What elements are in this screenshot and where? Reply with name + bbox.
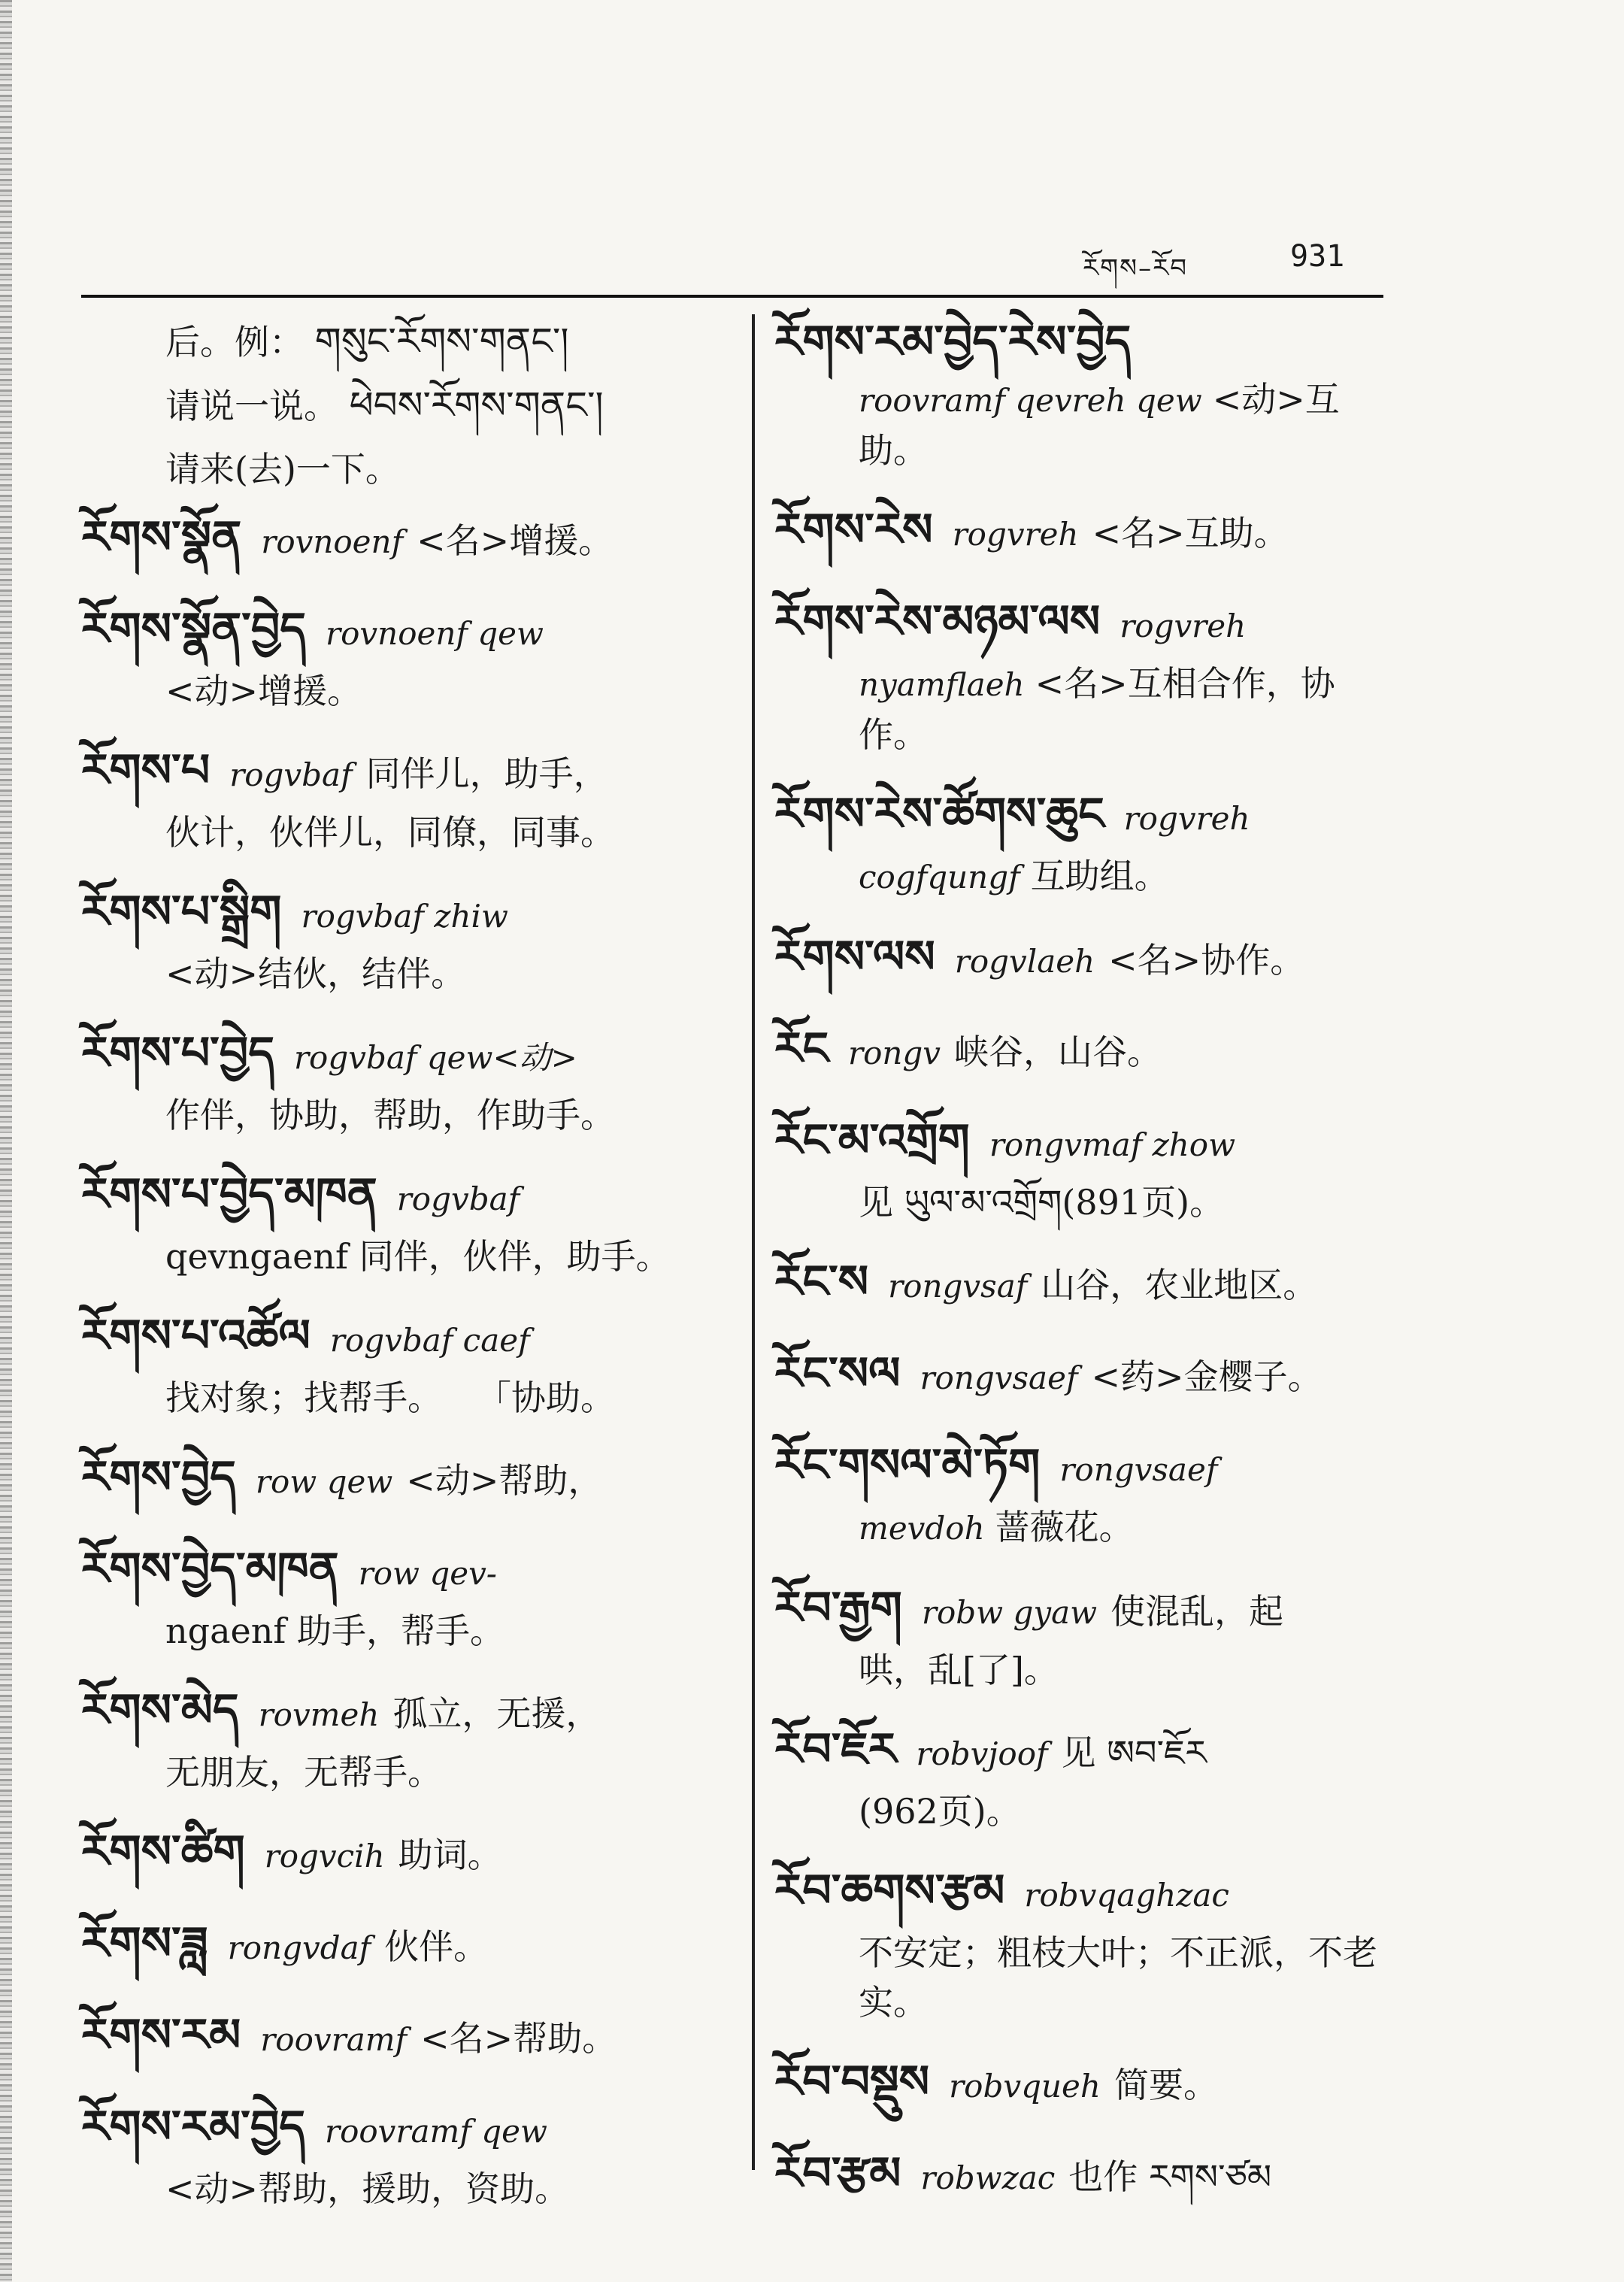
gloss-continuation: <动>增援。 xyxy=(165,671,362,711)
gloss: 使混乱，起 xyxy=(1110,1591,1284,1632)
gloss: 也作 རགས་ཙམ xyxy=(1068,2156,1272,2197)
dictionary-entry xyxy=(81,597,729,716)
gloss: <动>帮助， xyxy=(406,1460,603,1501)
dictionary-entry xyxy=(81,505,729,574)
romanization: rogvcih xyxy=(264,1838,385,1874)
gloss-continuation: 见 ཡུལ་མ་འགྲོག(891页)。 xyxy=(859,1182,1225,1223)
gloss-continuation: 不安定；粗枝大叶；不正派，不老实。 xyxy=(859,1932,1377,2023)
gloss: 孤立，无援， xyxy=(392,1693,601,1734)
dictionary-entry xyxy=(81,1162,729,1281)
gloss: <名>互助。 xyxy=(1092,513,1289,553)
headword: རོགས་པ་བྱེད xyxy=(81,1027,274,1080)
romanization: rogvbaf xyxy=(396,1180,520,1217)
gloss: 峡谷，山谷。 xyxy=(954,1032,1162,1072)
dictionary-entry xyxy=(81,880,729,999)
headword: རོབ་ཆགས་རྩམ xyxy=(774,1865,1005,1917)
header-rule xyxy=(81,295,1383,298)
romanization: rogvreh xyxy=(1123,800,1250,837)
gloss-continuation: <动>帮助，援助，资助。 xyxy=(165,2168,570,2209)
headword: རོབ་རྒྱག xyxy=(774,1582,902,1635)
headword: རོགས་པ་སྒྲིག xyxy=(81,886,282,938)
romanization: rogvbaf qew<动> xyxy=(293,1039,577,1076)
romanization: roovramf qevreh qew xyxy=(859,382,1202,419)
dictionary-entry xyxy=(774,1859,1398,2027)
headword: རོགས་སྣོན་བྱེད xyxy=(81,603,307,656)
headword: རོགས་པ་འཚོལ xyxy=(81,1310,311,1362)
romanization: robvqueh xyxy=(949,2068,1101,2105)
dictionary-entry xyxy=(81,2095,729,2214)
headword: རོགས་ཚིག xyxy=(81,1826,245,1878)
romanization: roovramf xyxy=(260,2021,408,2058)
gloss-continuation: ngaenf 助手，帮手。 xyxy=(165,1611,504,1651)
gloss: <名>增援。 xyxy=(417,520,614,561)
headword: རོབ་རྩམ xyxy=(774,2147,901,2200)
dictionary-entry xyxy=(81,1445,729,1514)
romanization: rovmeh xyxy=(258,1696,380,1733)
romanization: robvjoof xyxy=(916,1735,1048,1772)
romanization: rogvreh xyxy=(952,516,1079,553)
headword: རོགས་མེད xyxy=(81,1684,239,1737)
dictionary-entry xyxy=(774,1017,1398,1086)
example-tib: གསུང་རོགས་གནང་། xyxy=(314,320,569,363)
headword: རོགས་རེས་ཚོགས་ཆུང xyxy=(774,788,1104,841)
example-line xyxy=(81,438,729,501)
headword: རོབ་བསྡུས xyxy=(774,2056,930,2108)
gloss: 同伴儿，助手， xyxy=(365,753,608,794)
dictionary-entry xyxy=(774,2050,1398,2119)
romanization: roovramf qew xyxy=(325,2113,547,2150)
headword: རོབ་ཇོར xyxy=(774,1723,897,1776)
dictionary-entry xyxy=(774,1108,1398,1227)
gloss-continuation: <动>结伙，结伴。 xyxy=(165,953,466,994)
dictionary-entry xyxy=(774,1717,1398,1836)
dictionary-entry xyxy=(774,1433,1398,1553)
headword: རོགས་རམ་བྱེད་རེས་བྱེད xyxy=(774,316,1132,368)
romanization: rogvreh xyxy=(1120,608,1247,644)
gloss: <动>互助。 xyxy=(859,379,1340,471)
dictionary-entry xyxy=(81,1911,729,1980)
romanization: rovnoenf xyxy=(261,523,404,560)
gloss-continuation xyxy=(774,851,1398,902)
dictionary-entry xyxy=(774,310,1398,475)
gloss-continuation: 无朋友，无帮手。 xyxy=(165,1752,442,1793)
dictionary-entry xyxy=(774,2141,1398,2211)
dictionary-entry xyxy=(81,1678,729,1797)
romanization: rongvmaf zhow xyxy=(989,1126,1236,1163)
headword: རོང་གསལ་མེ་ཏོག xyxy=(774,1439,1041,1492)
right-column xyxy=(774,310,1398,2233)
left-column xyxy=(81,310,729,2236)
dictionary-entry xyxy=(81,738,729,857)
gloss-continuation: 伙计，伙伴儿，同僚，同事。 xyxy=(165,812,615,853)
gloss-continuation: 作伴，协助，帮助，作助手。 xyxy=(165,1095,615,1135)
dictionary-entry xyxy=(774,925,1398,994)
headword: རོང་སལ xyxy=(774,1347,901,1400)
dictionary-entry xyxy=(774,782,1398,902)
dictionary-entry xyxy=(81,1304,729,1423)
romanization: rogvlaeh xyxy=(954,943,1095,980)
gloss: 互助组。 xyxy=(1030,856,1169,896)
dictionary-entry xyxy=(81,2003,729,2072)
headword: རོང xyxy=(774,1023,829,1075)
romanization: rogvbaf caef xyxy=(329,1322,530,1359)
headword: རོགས་རེས xyxy=(774,504,933,556)
column-divider xyxy=(752,314,755,2170)
headword: རོགས་པ xyxy=(81,744,211,797)
example-tib: ཕེབས་རོགས་གནང་། xyxy=(349,383,604,427)
gloss: <名>帮助。 xyxy=(420,2018,617,2059)
gloss-continuation xyxy=(774,659,1398,759)
romanization: rogvbaf xyxy=(229,756,353,793)
dictionary-entry xyxy=(774,1250,1398,1319)
romanization: rongv xyxy=(848,1035,941,1071)
headword: རོགས་བྱེད xyxy=(81,1451,236,1504)
romanization: rogvbaf zhiw xyxy=(301,898,508,935)
gloss-continuation xyxy=(774,1502,1398,1553)
gloss: 山谷，农业地区。 xyxy=(1041,1265,1318,1305)
gloss: 简要。 xyxy=(1113,2065,1218,2105)
gloss: 助词。 xyxy=(398,1835,502,1875)
headword: རོང་མ་འགྲོག xyxy=(774,1114,970,1167)
example-zh: 后。例： xyxy=(165,322,304,362)
page-number: 931 xyxy=(1290,239,1345,274)
romanization: rongvdaf xyxy=(227,1929,371,1966)
headword: རོགས་བྱེད་མཁན xyxy=(81,1543,339,1596)
dictionary-entry xyxy=(774,1576,1398,1695)
gloss: 见 ཨབ་ཇོར xyxy=(1061,1732,1207,1773)
headword: རོགས་ཟླ xyxy=(81,1917,208,1970)
headword: རོགས་རེས་མཉམ་ལས xyxy=(774,596,1101,648)
example-line xyxy=(81,310,729,374)
headword: རོགས་སྣོན xyxy=(81,511,242,564)
gloss: <名>互相合作，协作。 xyxy=(859,663,1335,755)
romanization: mevdoh xyxy=(859,1510,985,1547)
gloss-continuation: (962页)。 xyxy=(859,1791,1021,1832)
scan-binding-edge xyxy=(0,0,12,2282)
romanization: robvqaghzac xyxy=(1024,1877,1229,1914)
romanization: cogfqungf xyxy=(859,859,1020,896)
gloss-continuation: 找对象；找帮手。 「协助。 xyxy=(165,1377,615,1418)
example-zh: 请说一说。 xyxy=(165,386,338,426)
romanization: rovnoenf qew xyxy=(326,615,544,652)
gloss: <名>协作。 xyxy=(1108,940,1305,980)
gloss: 蔷薇花。 xyxy=(995,1507,1134,1547)
romanization: robwzac xyxy=(920,2159,1056,2196)
dictionary-entry xyxy=(774,589,1398,759)
dictionary-entry xyxy=(81,1021,729,1140)
romanization: nyamflaeh xyxy=(859,666,1025,703)
gloss-continuation: qevngaenf 同伴，伙伴，助手。 xyxy=(165,1236,671,1277)
romanization: rongvsaef xyxy=(920,1359,1078,1396)
gloss-continuation xyxy=(774,374,1398,475)
dictionary-entry xyxy=(774,498,1398,567)
romanization: row qew xyxy=(255,1463,393,1500)
romanization: rongvsaf xyxy=(888,1268,1028,1305)
example-zh: 请来(去)一下。 xyxy=(165,449,400,489)
running-head: རོགས–རོབ xyxy=(1083,253,1189,283)
headword: རོང་ས xyxy=(774,1256,869,1308)
gloss: 伙伴。 xyxy=(384,1926,489,1967)
gloss-continuation: 哄，乱[了]。 xyxy=(859,1650,1059,1690)
headword: རོགས་རམ xyxy=(81,2009,241,2062)
romanization: rongvsaef xyxy=(1059,1451,1218,1488)
example-line xyxy=(81,374,729,438)
dictionary-entry xyxy=(774,1341,1398,1411)
headword: རོགས་ལས xyxy=(774,931,935,983)
headword: རོགས་པ་བྱེད་མཁན xyxy=(81,1168,377,1221)
dictionary-entry xyxy=(81,1820,729,1889)
romanization: row qev- xyxy=(358,1555,497,1592)
headword: རོགས་རམ་བྱེད xyxy=(81,2101,306,2153)
romanization: robw gyaw xyxy=(921,1594,1098,1631)
gloss: <药>金樱子。 xyxy=(1091,1356,1323,1397)
dictionary-entry xyxy=(81,1537,729,1656)
